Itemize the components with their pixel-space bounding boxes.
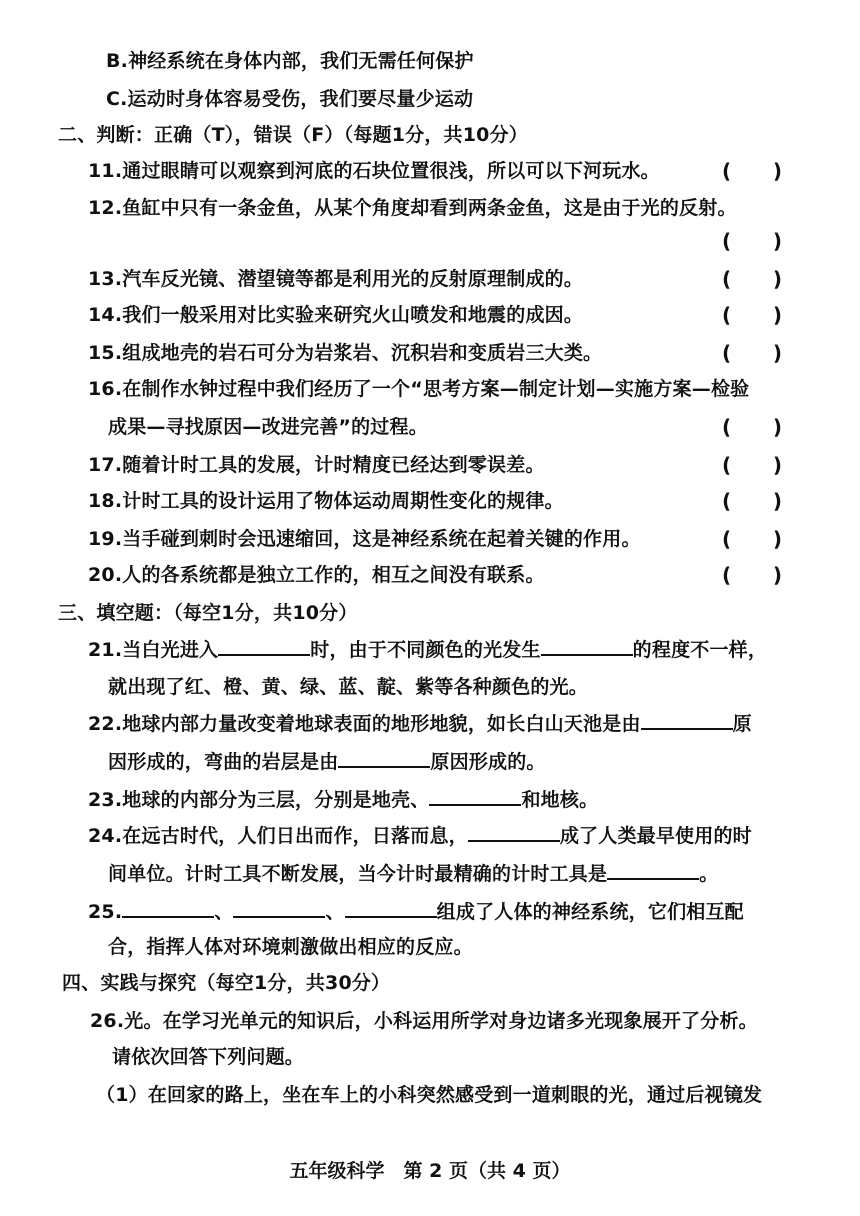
answer-paren-12: ( ) <box>722 229 783 253</box>
q22-text-b: 原 <box>732 713 752 735</box>
question-18: 18.计时工具的设计运用了物体运动周期性变化的规律。 <box>88 490 564 512</box>
question-26-line1: 26.光。在学习光单元的知识后，小科运用所学对身边诸多光现象展开了分析。 <box>90 1010 758 1032</box>
question-21-line1 <box>88 636 767 663</box>
q23-text-b: 和地核。 <box>521 789 599 811</box>
answer-paren-13: ( ) <box>722 267 783 291</box>
question-11: 11.通过眼睛可以观察到河底的石块位置很浅，所以可以下河玩水。 <box>88 160 660 182</box>
fill-blank[interactable] <box>338 748 430 768</box>
fill-blank[interactable] <box>233 898 325 918</box>
answer-paren-18: ( ) <box>722 489 783 513</box>
answer-paren-19: ( ) <box>722 527 783 551</box>
fill-blank[interactable] <box>541 636 633 656</box>
question-13: 13.汽车反光镜、潜望镜等都是利用光的反射原理制成的。 <box>88 268 584 290</box>
q25-text-a: 25. <box>88 901 123 923</box>
question-25-line2: 合，指挥人体对环境刺激做出相应的反应。 <box>108 936 473 958</box>
page-footer: 五年级科学 第 2 页（共 4 页） <box>289 1160 571 1182</box>
question-23 <box>88 786 598 813</box>
q25-sep-1: 、 <box>214 901 234 923</box>
q21-text-a: 21.当白光进入 <box>88 639 219 661</box>
option-b: B.神经系统在身体内部，我们无需任何保护 <box>106 50 474 72</box>
fill-blank[interactable] <box>641 710 733 730</box>
fill-blank[interactable] <box>345 898 437 918</box>
q23-text-a: 23.地球的内部分为三层，分别是地壳、 <box>88 789 430 811</box>
q25-text-b: 组成了人体的神经系统，它们相互配 <box>436 901 744 923</box>
answer-paren-15: ( ) <box>722 341 783 365</box>
section-4-title: 四、实践与探究（每空1分，共30分） <box>62 972 391 994</box>
fill-blank[interactable] <box>122 898 214 918</box>
question-16-line1: 16.在制作水钟过程中我们经历了一个“思考方案—制定计划—实施方案—检验 <box>88 378 750 400</box>
option-c: C.运动时身体容易受伤，我们要尽量少运动 <box>106 88 474 110</box>
answer-paren-14: ( ) <box>722 303 783 327</box>
q25-sep-2: 、 <box>325 901 345 923</box>
q21-text-b: 时，由于不同颜色的光发生 <box>310 639 541 661</box>
answer-paren-17: ( ) <box>722 453 783 477</box>
question-17: 17.随着计时工具的发展，计时精度已经达到零误差。 <box>88 454 545 476</box>
fill-blank[interactable] <box>607 860 699 880</box>
question-25-line1 <box>88 898 744 925</box>
answer-paren-16: ( ) <box>722 415 783 439</box>
question-22-line2 <box>108 748 546 775</box>
fill-blank[interactable] <box>468 822 560 842</box>
question-26-line2: 请依次回答下列问题。 <box>112 1046 305 1068</box>
question-21-line2: 就出现了红、橙、黄、绿、蓝、靛、紫等各种颜色的光。 <box>108 676 589 698</box>
fill-blank[interactable] <box>218 636 310 656</box>
question-22-line1 <box>88 710 752 737</box>
answer-paren-20: ( ) <box>722 563 783 587</box>
q22-text-d: 原因形成的。 <box>430 751 546 773</box>
question-16-line2: 成果—寻找原因—改进完善”的过程。 <box>108 416 428 438</box>
question-20: 20.人的各系统都是独立工作的，相互之间没有联系。 <box>88 564 545 586</box>
q24-text-b: 成了人类最早使用的时 <box>559 825 752 847</box>
question-15: 15.组成地壳的岩石可分为岩浆岩、沉积岩和变质岩三大类。 <box>88 342 603 364</box>
q22-text-c: 因形成的，弯曲的岩层是由 <box>108 751 339 773</box>
question-26-part1: （1）在回家的路上，坐在车上的小科突然感受到一道刺眼的光，通过后视镜发 <box>96 1084 763 1106</box>
question-24-line2 <box>108 860 718 887</box>
question-19: 19.当手碰到刺时会迅速缩回，这是神经系统在起着关键的作用。 <box>88 528 641 550</box>
q22-text-a: 22.地球内部力量改变着地球表面的地形地貌，如长白山天池是由 <box>88 713 641 735</box>
q24-text-a: 24.在远古时代，人们日出而作，日落而息， <box>88 825 468 847</box>
question-24-line1 <box>88 822 752 849</box>
q24-text-c: 间单位。计时工具不断发展，当今计时最精确的计时工具是 <box>108 863 608 885</box>
q21-text-c: 的程度不一样， <box>632 639 768 661</box>
answer-paren-11: ( ) <box>722 159 783 183</box>
section-3-title: 三、填空题：（每空1分，共10分） <box>58 602 358 624</box>
q24-text-d: 。 <box>699 863 719 885</box>
question-12: 12.鱼缸中只有一条金鱼，从某个角度却看到两条金鱼，这是由于光的反射。 <box>88 197 737 219</box>
fill-blank[interactable] <box>429 786 521 806</box>
question-14: 14.我们一般采用对比实验来研究火山喷发和地震的成因。 <box>88 304 584 326</box>
section-2-title: 二、判断：正确（T），错误（F）（每题1分，共10分） <box>58 124 529 146</box>
